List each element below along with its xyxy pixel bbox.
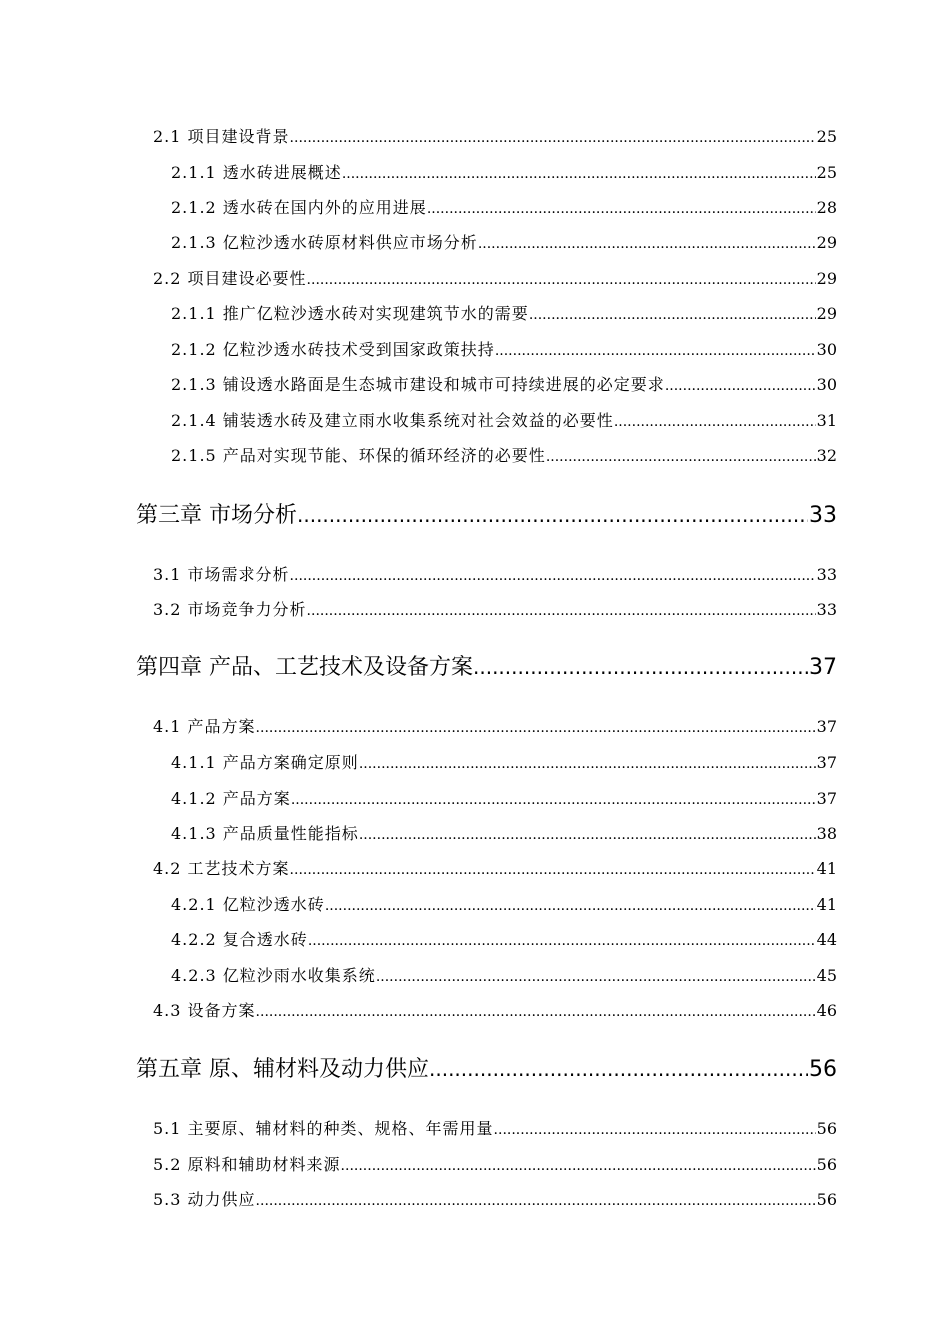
dot-leader [473, 655, 808, 679]
toc-entry-page-number: 25 [816, 163, 837, 182]
toc-entry[interactable] [153, 856, 837, 880]
toc-entry-title: 2.1.3 亿粒沙透水砖原材料供应市场分析 [171, 233, 478, 252]
toc-entry-title: 4.1.3 产品质量性能指标 [171, 824, 359, 843]
toc-entry-title: 3.2 市场竞争力分析 [153, 600, 307, 619]
toc-entry-title: 5.3 动力供应 [153, 1190, 256, 1209]
toc-entry-page-number: 37 [816, 717, 837, 736]
toc-entry-title: 4.2 工艺技术方案 [153, 859, 290, 878]
toc-entry[interactable] [171, 892, 837, 916]
toc-entry-title: 2.1.5 产品对实现节能、环保的循环经济的必要性 [171, 446, 546, 465]
dot-leader [307, 603, 816, 619]
toc-entry-page-number: 56 [816, 1119, 837, 1138]
toc-entry-page-number: 32 [816, 446, 837, 465]
toc-entry-page-number: 29 [816, 233, 837, 252]
toc-entry-title: 4.2.2 复合透水砖 [171, 930, 308, 949]
toc-entry[interactable] [153, 1152, 837, 1176]
toc-entry[interactable] [171, 230, 837, 254]
dot-leader [495, 343, 816, 359]
dot-leader [376, 969, 816, 985]
toc-chapter-entry[interactable] [136, 650, 837, 682]
toc-entry-page-number: 29 [816, 269, 837, 288]
toc-entry-title: 5.2 原料和辅助材料来源 [153, 1155, 341, 1174]
toc-entry-page-number: 38 [816, 824, 837, 843]
dot-leader [341, 1158, 816, 1174]
toc-entry-title: 4.2.3 亿粒沙雨水收集系统 [171, 966, 376, 985]
toc-entry-page-number: 37 [816, 753, 837, 772]
toc-entry[interactable] [171, 408, 837, 432]
toc-entry-page-number: 56 [816, 1155, 837, 1174]
toc-entry-title: 4.3 设备方案 [153, 1001, 256, 1020]
toc-entry-page-number: 25 [816, 127, 837, 146]
toc-entry-title: 2.1.3 铺设透水路面是生态城市建设和城市可持续进展的必定要求 [171, 375, 665, 394]
toc-entry[interactable] [171, 443, 837, 467]
toc-entry-page-number: 56 [809, 1057, 837, 1082]
toc-entry[interactable] [153, 1116, 837, 1140]
dot-leader [307, 272, 816, 288]
dot-leader [494, 1122, 816, 1138]
toc-entry-title: 4.1.1 产品方案确定原则 [171, 753, 359, 772]
dot-leader [290, 130, 816, 146]
toc-entry[interactable] [171, 337, 837, 361]
toc-entry-title: 3.1 市场需求分析 [153, 565, 290, 584]
toc-entry-page-number: 44 [816, 930, 837, 949]
toc-entry-page-number: 33 [816, 565, 837, 584]
toc-entry[interactable] [171, 927, 837, 951]
toc-entry-page-number: 45 [816, 966, 837, 985]
toc-entry[interactable] [153, 124, 837, 148]
dot-leader [546, 449, 816, 465]
toc-entry-page-number: 28 [816, 198, 837, 217]
toc-entry-page-number: 37 [816, 789, 837, 808]
toc-entry-page-number: 46 [816, 1001, 837, 1020]
toc-entry[interactable] [171, 195, 837, 219]
toc-entry-title: 4.1 产品方案 [153, 717, 256, 736]
dot-leader [256, 1004, 816, 1020]
toc-entry-title: 2.1.1 推广亿粒沙透水砖对实现建筑节水的需要 [171, 304, 529, 323]
toc-entry-page-number: 31 [816, 411, 837, 430]
toc-entry-title: 2.1 项目建设背景 [153, 127, 290, 146]
toc-entry-title: 4.2.1 亿粒沙透水砖 [171, 895, 325, 914]
dot-leader [427, 201, 816, 217]
dot-leader [290, 568, 816, 584]
dot-leader [256, 1193, 816, 1209]
toc-chapter-entry[interactable] [136, 498, 837, 530]
toc-entry-page-number: 30 [816, 340, 837, 359]
dot-leader [359, 756, 816, 772]
toc-entry[interactable] [153, 998, 837, 1022]
toc-chapter-entry[interactable] [136, 1052, 837, 1084]
toc-entry-page-number: 41 [816, 859, 837, 878]
toc-entry[interactable] [153, 714, 837, 738]
toc-entry-title: 4.1.2 产品方案 [171, 789, 291, 808]
toc-entry[interactable] [171, 301, 837, 325]
toc-entry-title: 2.2 项目建设必要性 [153, 269, 307, 288]
dot-leader [297, 503, 808, 527]
toc-entry-title: 第三章 市场分析 [136, 503, 297, 528]
toc-entry-page-number: 37 [809, 655, 837, 680]
toc-entry[interactable] [153, 562, 837, 586]
toc-entry-title: 2.1.2 亿粒沙透水砖技术受到国家政策扶持 [171, 340, 495, 359]
toc-entry[interactable] [153, 597, 837, 621]
dot-leader [342, 166, 816, 182]
toc-entry-title: 第四章 产品、工艺技术及设备方案 [136, 655, 473, 680]
toc-entry-page-number: 33 [809, 503, 837, 528]
toc-entry[interactable] [153, 1187, 837, 1211]
toc-entry-page-number: 30 [816, 375, 837, 394]
dot-leader [529, 307, 816, 323]
dot-leader [291, 792, 816, 808]
toc-entry[interactable] [171, 750, 837, 774]
toc-entry[interactable] [171, 786, 837, 810]
toc-entry-title: 2.1.4 铺装透水砖及建立雨水收集系统对社会效益的必要性 [171, 411, 614, 430]
toc-entry-page-number: 41 [816, 895, 837, 914]
dot-leader [359, 827, 816, 843]
toc-entry-page-number: 29 [816, 304, 837, 323]
toc-entry-title: 2.1.1 透水砖进展概述 [171, 163, 342, 182]
dot-leader [478, 236, 816, 252]
dot-leader [290, 862, 816, 878]
toc-entry[interactable] [171, 160, 837, 184]
dot-leader [256, 720, 816, 736]
dot-leader [325, 898, 816, 914]
toc-entry-page-number: 33 [816, 600, 837, 619]
dot-leader [429, 1057, 808, 1081]
toc-entry-title: 2.1.2 透水砖在国内外的应用进展 [171, 198, 427, 217]
toc-entry-title: 5.1 主要原、辅材料的种类、规格、年需用量 [153, 1119, 494, 1138]
toc-entry[interactable] [171, 821, 837, 845]
dot-leader [614, 414, 816, 430]
toc-entry-page-number: 56 [816, 1190, 837, 1209]
dot-leader [665, 378, 816, 394]
toc-entry[interactable] [153, 266, 837, 290]
toc-entry[interactable] [171, 372, 837, 396]
dot-leader [308, 933, 816, 949]
toc-entry-title: 第五章 原、辅材料及动力供应 [136, 1057, 429, 1082]
toc-entry[interactable] [171, 963, 837, 987]
